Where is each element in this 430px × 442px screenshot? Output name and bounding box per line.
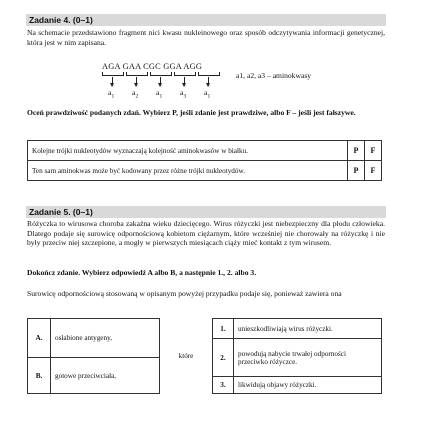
option-number-1[interactable]: 1. (213, 319, 234, 339)
answer-p-option[interactable]: P (348, 161, 365, 181)
triplet-bracket (102, 72, 124, 76)
triplet-bracket (174, 72, 196, 76)
triplet-bracket (198, 72, 220, 76)
option-text-b[interactable]: gotowe przeciwciała, (51, 358, 160, 394)
option-text-a[interactable]: osłabione antygeny, (51, 319, 160, 358)
task5-instruction: Dokończ zdanie. Wybierz odpowiedź A albo B, a następnie 1., 2. albo 3. (27, 268, 257, 277)
amino-acid-legend: a1, a2, a3 – aminokwasy (236, 71, 312, 80)
amino-acid-label: $a_3$ (180, 88, 187, 100)
arrow-down-icon (184, 77, 185, 86)
nucleotide-scheme (102, 62, 302, 102)
option-letter-a[interactable]: A. (28, 319, 51, 358)
amino-acid-label: $a_2$ (132, 88, 139, 100)
task4-intro: Na schemacie przedstawiono fragment nici kwasu nukleinowego oraz sposób odczytywania informacji genetycznej, która jest w nim zapisana. (27, 28, 385, 47)
task4-header: Zadanie 4. (0–1) (26, 14, 386, 26)
arrow-down-icon (136, 77, 137, 86)
amino-acid-label: $a_1$ (204, 88, 211, 100)
table-row (28, 161, 382, 181)
arrow-down-icon (208, 77, 209, 86)
option-number-2[interactable]: 2. (213, 339, 234, 377)
arrow-down-icon (112, 77, 113, 86)
statement-text: Kolejne trójki nukleotydów wyznaczają kolejność aminokwasów w białku. (28, 141, 348, 161)
task4-instruction: Oceń prawdziwość podanych zdań. Wybierz P, jeśli zdanie jest prawdziwe, albo F – jeśli jest fałszywe. (27, 108, 356, 117)
answer-f-option[interactable]: F (365, 141, 382, 161)
task5-intro: Różyczka to wirusowa choroba zakaźna wieku dziecięcego. Wirus różyczki jest niebezpieczny dla płodu człowieka. Dlatego podaje się surowicę odpornościową kobietom ciężarnym, które wcześniej nie chorowały na różyczkę i nie były przeciw niej szczepione, a mogły w pierwszych miesiącach ciąży mieć kontakt z tym wirusem. (27, 219, 385, 248)
triplet-bracket (126, 72, 148, 76)
amino-acid-label: $a_1$ (156, 88, 163, 100)
arrow-down-icon (160, 77, 161, 86)
true-false-table (27, 140, 382, 181)
task5-header: Zadanie 5. (0–1) (26, 206, 386, 218)
option-number-3[interactable]: 3. (213, 377, 234, 394)
statement-text: Ten sam aminokwas może być kodowany przez różne trójki nukleotydów. (28, 161, 348, 181)
connector-label: które (160, 319, 213, 394)
nucleotide-sequence: AGA GAA CGC GGA AGG (102, 62, 203, 71)
answer-f-option[interactable]: F (365, 161, 382, 181)
option-text-2[interactable]: powodują nabycie trwałej odporności przeciwko różyczce. (234, 339, 382, 377)
task5-question: Surowicę odpornościową stosowaną w opisanym powyżej przypadku podaje się, ponieważ zawiera ona (27, 289, 342, 298)
amino-acid-label: $a_1$ (108, 88, 115, 100)
option-letter-b[interactable]: B. (28, 358, 51, 394)
answer-p-option[interactable]: P (348, 141, 365, 161)
option-text-1[interactable]: unieszkodliwiają wirus różyczki. (234, 319, 382, 339)
triplet-bracket (150, 72, 172, 76)
option-text-3[interactable]: likwidują objawy różyczki. (234, 377, 382, 394)
table-row (28, 141, 382, 161)
completion-table (27, 318, 382, 394)
